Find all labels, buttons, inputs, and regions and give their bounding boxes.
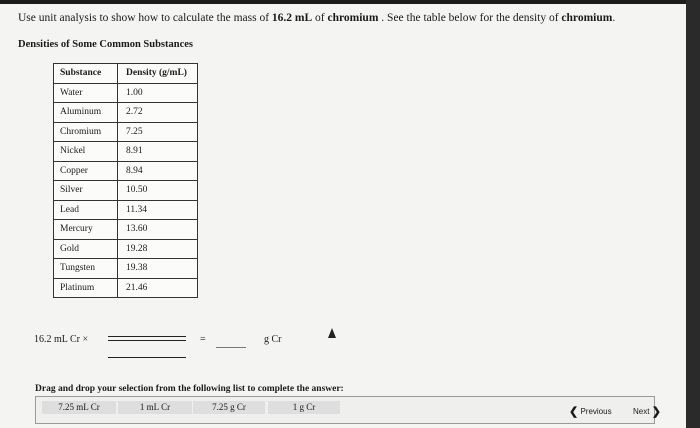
density-cell: 19.28: [118, 239, 198, 259]
density-cell: 13.60: [118, 220, 198, 240]
density-cell: 2.72: [118, 103, 198, 123]
header-density: Density (g/mL): [118, 64, 198, 84]
choice-7-25-ml-cr[interactable]: 7.25 mL Cr: [42, 401, 116, 414]
mouse-cursor-icon: [328, 328, 336, 338]
numerator-drop-slot[interactable]: [108, 336, 186, 337]
choice-1-ml-cr[interactable]: 1 mL Cr: [118, 401, 192, 414]
density-cell: 1.00: [118, 83, 198, 103]
substance-cell: Gold: [54, 239, 118, 259]
result-unit: g Cr: [264, 334, 282, 345]
density-cell: 8.91: [118, 142, 198, 162]
density-table: [53, 63, 198, 298]
equation-given: 16.2 mL Cr ×: [34, 334, 89, 345]
table-row: [54, 200, 198, 220]
choice-1-g-cr[interactable]: 1 g Cr: [268, 401, 340, 414]
density-cell: 8.94: [118, 161, 198, 181]
substance-cell: Aluminum: [54, 103, 118, 123]
question-amount: 16.2 mL: [271, 12, 313, 24]
header-substance: Substance: [54, 64, 118, 84]
question-text: Use unit analysis to show how to calculate the mass of 16.2 mL of chromium . See the table below for the density of chromium.: [18, 12, 616, 24]
choice-7-25-g-cr[interactable]: 7.25 g Cr: [193, 401, 265, 414]
table-row: [54, 122, 198, 142]
fraction-bar: [108, 340, 186, 341]
denominator-drop-slot[interactable]: [108, 357, 186, 358]
density-cell: 10.50: [118, 181, 198, 201]
next-button[interactable]: Next ❯: [633, 406, 661, 418]
density-cell: 7.25: [118, 122, 198, 142]
substance-cell: Water: [54, 83, 118, 103]
table-row: [54, 259, 198, 279]
substance-cell: Nickel: [54, 142, 118, 162]
equals-sign: =: [200, 334, 206, 345]
right-edge-bar: [686, 0, 700, 428]
table-row: [54, 278, 198, 298]
table-row: [54, 83, 198, 103]
substance-cell: Tungsten: [54, 259, 118, 279]
top-bar: [0, 0, 700, 4]
chevron-right-icon: ❯: [651, 406, 661, 418]
table-row: [54, 161, 198, 181]
density-cell: 11.34: [118, 200, 198, 220]
table-header-row: [54, 64, 198, 84]
previous-button[interactable]: ❮ Previous: [569, 406, 612, 418]
chevron-left-icon: ❮: [569, 406, 579, 418]
table-row: [54, 142, 198, 162]
table-row: [54, 239, 198, 259]
substance-cell: Chromium: [54, 122, 118, 142]
drag-instruction: Drag and drop your selection from the following list to complete the answer:: [35, 384, 344, 394]
answer-input-blank[interactable]: [216, 347, 246, 348]
substance-cell: Lead: [54, 200, 118, 220]
substance-cell: Copper: [54, 161, 118, 181]
table-title: Densities of Some Common Substances: [18, 39, 194, 50]
density-cell: 21.46: [118, 278, 198, 298]
substance-cell: Silver: [54, 181, 118, 201]
question-substance-2: chromium: [561, 12, 613, 24]
table-row: [54, 220, 198, 240]
question-substance: chromium: [327, 12, 379, 24]
density-cell: 19.38: [118, 259, 198, 279]
table-row: [54, 103, 198, 123]
substance-cell: Platinum: [54, 278, 118, 298]
table-row: [54, 181, 198, 201]
substance-cell: Mercury: [54, 220, 118, 240]
